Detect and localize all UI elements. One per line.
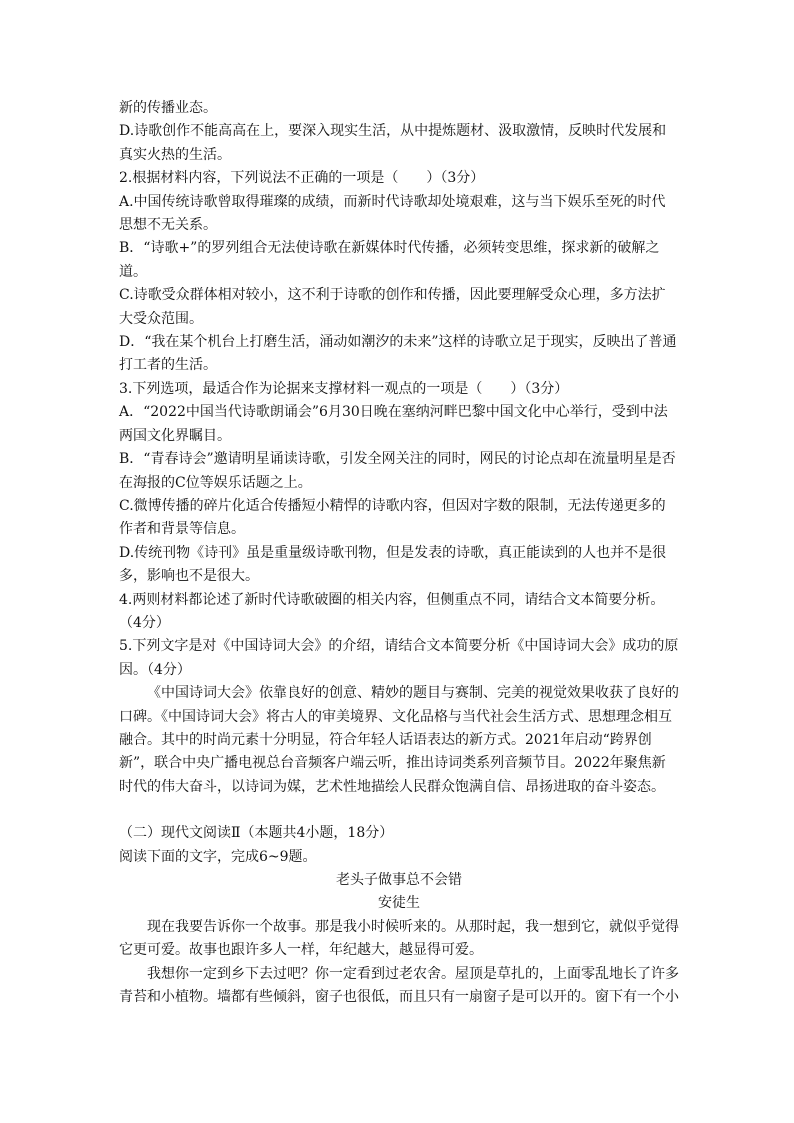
section-instruction: 阅读下面的文字，完成6~9题。	[119, 848, 317, 865]
question-2-option-b: B．“诗歌+”的罗列组合无法使诗歌在新媒体时代传播，必须转变思维，探求新的破解之道。	[119, 240, 660, 280]
article-author: 安徒生	[378, 895, 420, 912]
question-2-option-a: A.中国传统诗歌曾取得璀璨的成绩，而新时代诗歌却处境艰难，这与当下娱乐至死的时代思想不无关系。	[119, 193, 666, 234]
question-3-option-b: B．“青春诗会”邀请明星诵读诗歌，引发全网关注的同时，网民的讨论点却在流量明星是否在海报的C位等娱乐话题之上。	[119, 451, 676, 491]
section-heading: （二）现代文阅读Ⅱ（本题共4小题，18分）	[119, 825, 394, 842]
question-3-option-c: C.微博传播的碎片化适合传播短小精悍的诗歌内容，但因对字数的限制，无法传递更多的作者和背景等信息。	[119, 497, 666, 538]
question-5-passage: 《中国诗词大会》依靠良好的创意、精妙的题目与赛制、完美的视觉效果收获了良好的口碑。《中国诗词大会》将古人的审美境界、文化品格与当代社会生活方式、思想理念相互融合。其中的时尚元素十分明显，符合年轻人话语表达的新方式。2021年启动“跨界创新”，联合中央广播电视总台音频客户端云听，推出诗词类系列音频节目。2022年聚焦新时代的伟大奋斗，以诗词为媒，艺术性地描绘人民群众饱满自信、昂扬进取的奋斗姿态。	[119, 685, 679, 795]
question-3-option-d: D.传统刊物《诗刊》虽是重量级诗歌刊物，但是发表的诗歌，真正能读到的人也并不是很多，影响也不是很大。	[119, 544, 667, 585]
article-title: 老头子做事总不会错	[336, 872, 462, 888]
document-body	[119, 97, 679, 1009]
question-2-option-c: C.诗歌受众群体相对较小，这不利于诗歌的创作和传播，因此要理解受众心理，多方法扩大受众范围。	[119, 287, 666, 327]
question-3: 3.下列选项，最适合作为论据来支撑材料一观点的一项是（ ）（3分）	[119, 380, 569, 397]
question-2: 2.根据材料内容，下列说法不正确的一项是（ ）（3分）	[119, 170, 485, 187]
question-2-option-d: D．“我在某个机台上打磨生活，涌动如潮汐的未来”这样的诗歌立足于现实，反映出了普通打工者的生活。	[119, 334, 677, 374]
article-paragraph: 我想你一定到乡下去过吧？你一定看到过老农舍。屋顶是草扎的，上面零乱地长了许多青苔和小植物。墙都有些倾斜，窗子也很低，而且只有一扇窗子是可以开的。窗下有一个小	[119, 965, 679, 1006]
question-5: 5.下列文字是对《中国诗词大会》的介绍，请结合文本简要分析《中国诗词大会》成功的原因。（4分）	[119, 638, 679, 678]
text-line: 新的传播业态。	[119, 100, 217, 116]
section-gap	[119, 799, 679, 822]
option-d-text: D.诗歌创作不能高高在上，要深入现实生活，从中提炼题材、汲取激情，反映时代发展和真实火热的生活。	[119, 123, 667, 163]
article-paragraph: 现在我要告诉你一个故事。那是我小时候听来的。从那时起，我一想到它，就似乎觉得它更可爱。故事也跟许多人一样，年纪越大，越显得可爱。	[119, 918, 679, 959]
question-4: 4.两则材料都论述了新时代诗歌破圈的相关内容，但侧重点不同，请结合文本简要分析。（4分）	[119, 591, 665, 631]
question-3-option-a: A．“2022中国当代诗歌朗诵会”6月30日晚在塞纳河畔巴黎中国文化中心举行，受到中法两国文化界瞩目。	[119, 404, 668, 444]
